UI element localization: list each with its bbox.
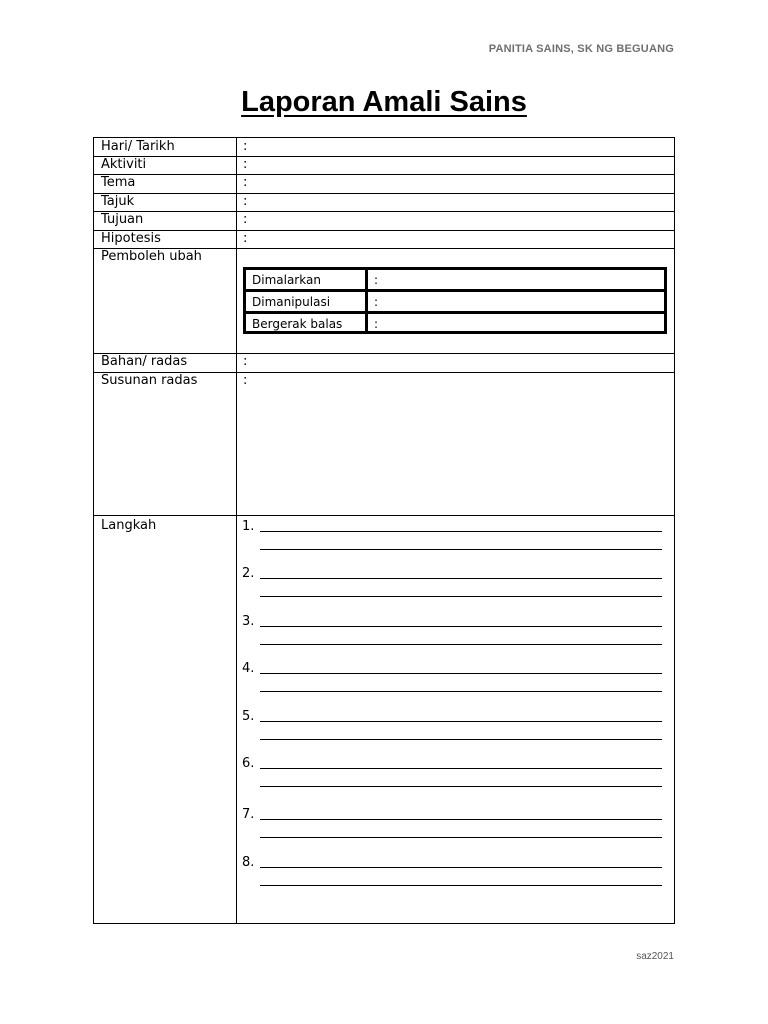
step-4 <box>94 660 676 700</box>
step-answer-line[interactable] <box>260 867 662 868</box>
label-susunan-radas: Susunan radas <box>101 373 198 388</box>
step-answer-line[interactable] <box>260 644 662 645</box>
step-number: 4. <box>242 661 255 676</box>
label-dimalarkan: Dimalarkan <box>252 273 321 287</box>
row-divider <box>94 193 674 194</box>
label-dimanipulasi: Dimanipulasi <box>252 295 331 309</box>
step-answer-line[interactable] <box>260 626 662 627</box>
step-3 <box>94 613 676 653</box>
step-answer-line[interactable] <box>260 596 662 597</box>
step-1 <box>94 518 676 558</box>
step-number: 2. <box>242 566 255 581</box>
step-answer-line[interactable] <box>260 549 662 550</box>
step-answer-line[interactable] <box>260 786 662 787</box>
variable-row-bergerak-balas <box>246 311 664 335</box>
step-number: 7. <box>242 807 255 822</box>
step-number: 3. <box>242 614 255 629</box>
step-answer-line[interactable] <box>260 721 662 722</box>
field-dimanipulasi[interactable]: : <box>374 295 379 309</box>
step-answer-line[interactable] <box>260 691 662 692</box>
label-pemboleh-ubah: Pemboleh ubah <box>101 249 202 264</box>
row-divider <box>94 211 674 212</box>
field-susunan-radas[interactable]: : <box>243 373 248 388</box>
label-tajuk: Tajuk <box>101 194 135 209</box>
step-answer-line[interactable] <box>260 837 662 838</box>
label-tema: Tema <box>101 175 136 190</box>
variable-row-dimanipulasi <box>246 289 664 313</box>
step-6 <box>94 755 676 795</box>
field-hipotesis[interactable]: : <box>243 231 248 246</box>
variable-row-dimalarkan <box>246 270 664 291</box>
step-answer-line[interactable] <box>260 578 662 579</box>
label-hipotesis: Hipotesis <box>101 231 161 246</box>
step-number: 8. <box>242 855 255 870</box>
field-tujuan[interactable]: : <box>243 212 248 227</box>
label-bahan-radas: Bahan/ radas <box>101 354 188 369</box>
variables-table <box>243 267 667 334</box>
field-tajuk[interactable]: : <box>243 194 248 209</box>
step-number: 1. <box>242 519 255 534</box>
step-answer-line[interactable] <box>260 885 662 886</box>
row-divider <box>94 174 674 175</box>
step-answer-line[interactable] <box>260 739 662 740</box>
field-bergerak-balas[interactable]: : <box>374 317 379 331</box>
step-answer-line[interactable] <box>260 673 662 674</box>
label-tujuan: Tujuan <box>101 212 144 227</box>
header-org: PANITIA SAINS, SK NG BEGUANG <box>488 43 674 55</box>
step-5 <box>94 708 676 748</box>
label-hari-tarikh: Hari/ Tarikh <box>101 139 175 154</box>
label-bergerak-balas: Bergerak balas <box>252 317 343 331</box>
step-answer-line[interactable] <box>260 768 662 769</box>
report-form <box>93 137 675 924</box>
field-bahan-radas[interactable]: : <box>243 354 248 369</box>
field-aktiviti[interactable]: : <box>243 157 248 172</box>
row-divider <box>94 156 674 157</box>
step-2 <box>94 565 676 605</box>
step-answer-line[interactable] <box>260 819 662 820</box>
row-divider <box>94 515 674 516</box>
step-answer-line[interactable] <box>260 531 662 532</box>
page-title: Laporan Amali Sains <box>241 86 527 118</box>
field-hari-tarikh[interactable]: : <box>243 139 248 154</box>
field-dimalarkan[interactable]: : <box>374 273 379 287</box>
step-number: 6. <box>242 756 255 771</box>
label-aktiviti: Aktiviti <box>101 157 147 172</box>
label-langkah: Langkah <box>101 518 157 533</box>
field-tema[interactable]: : <box>243 175 248 190</box>
row-divider <box>94 230 674 231</box>
step-7 <box>94 806 676 846</box>
step-number: 5. <box>242 709 255 724</box>
step-8 <box>94 854 676 894</box>
footer-code: saz2021 <box>636 951 674 962</box>
